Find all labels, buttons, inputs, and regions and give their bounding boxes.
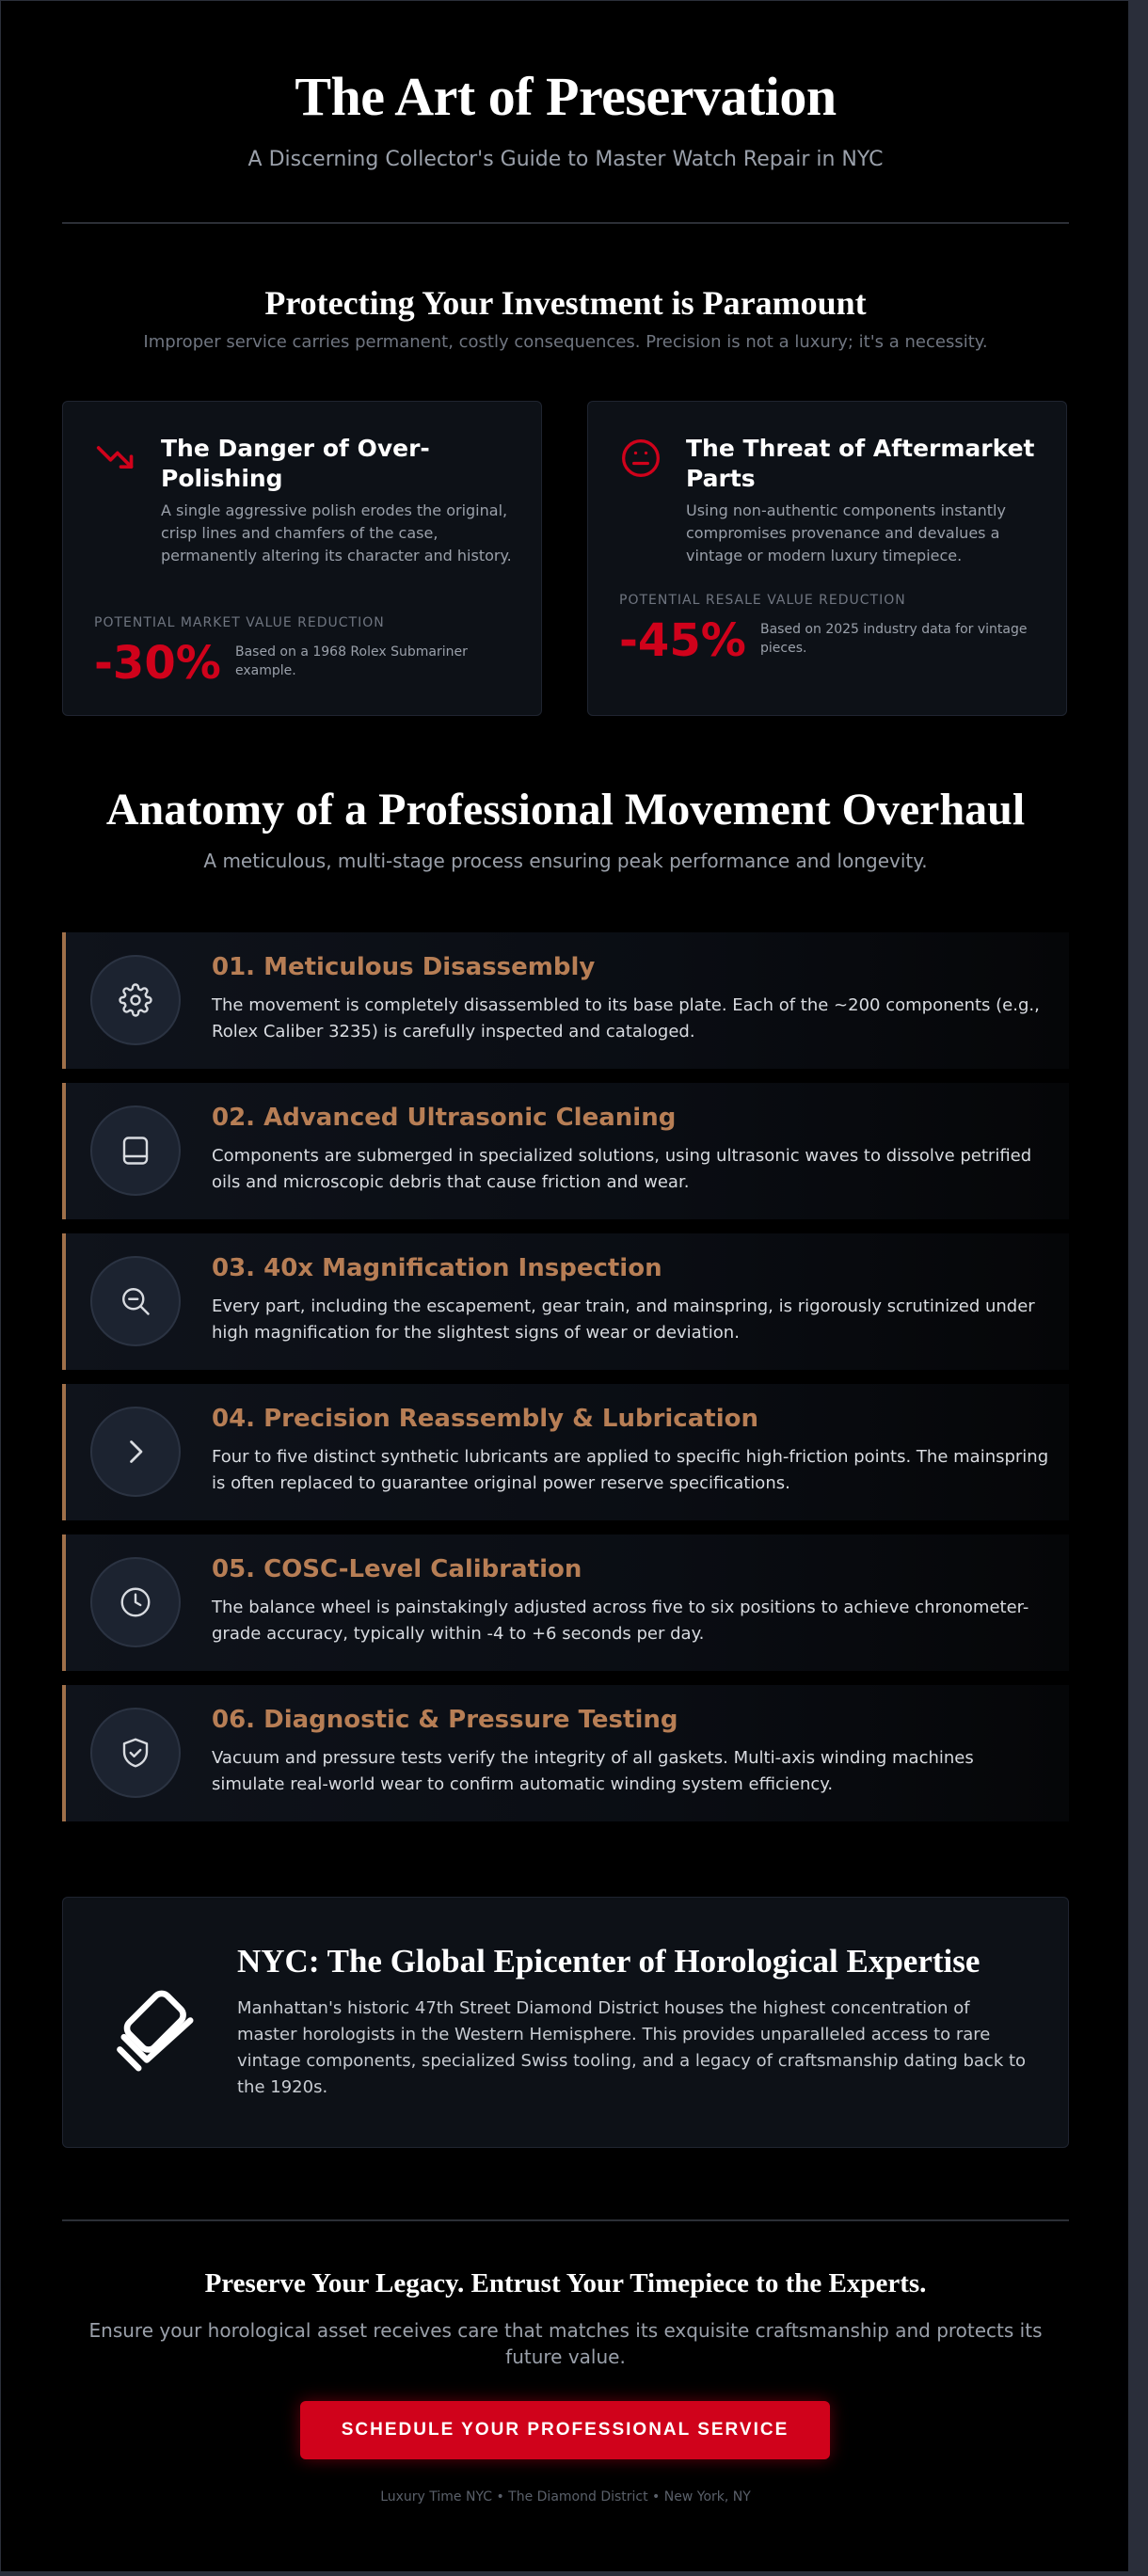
anatomy-subtitle: A meticulous, multi-stage process ensuring peak performance and longevity. (203, 850, 928, 872)
chevron-right-icon (119, 1435, 152, 1469)
schedule-service-button[interactable]: SCHEDULE YOUR PROFESSIONAL SERVICE (300, 2401, 830, 2459)
step-title: 03. 40x Magnification Inspection (212, 1254, 662, 1282)
step-title: 06. Diagnostic & Pressure Testing (212, 1706, 678, 1734)
step-text: The movement is completely disassembled to its base plate. Each of the ~200 components (e.g., Rolex Caliber 3235) is carefully inspected and cataloged. (212, 995, 1040, 1042)
nyc-title: NYC: The Global Epicenter of Horological Expertise (237, 1943, 981, 1980)
step-text: The balance wheel is painstakingly adjusted across five to six positions to achieve chronometer-grade accuracy, typically within -4 to +6 seconds per day. (212, 1598, 1029, 1644)
step-ultrasonic-cleaning (62, 1083, 1069, 1219)
divider (62, 222, 1069, 224)
card-title: The Danger of Over-Polishing (161, 435, 430, 492)
step-icon-circle (90, 1708, 181, 1798)
stat-value: -30% (94, 637, 221, 690)
over-polishing-card (62, 401, 542, 716)
investment-subtitle: Improper service carries permanent, costly consequences. Precision is not a luxury; it's a necessity. (143, 332, 988, 352)
frown-icon (620, 437, 662, 479)
page-title: The Art of Preservation (295, 66, 837, 127)
card-title: The Threat of Aftermarket Parts (686, 435, 1035, 492)
step-icon-circle (90, 1407, 181, 1497)
step-title: 05. COSC-Level Calibration (212, 1555, 582, 1583)
shield-check-icon (119, 1736, 152, 1770)
nyc-expertise-card (62, 1897, 1069, 2148)
anatomy-title: Anatomy of a Professional Movement Overhaul (105, 785, 1026, 835)
footer-text: Luxury Time NYC • The Diamond District • New York, NY (380, 2489, 751, 2504)
nyc-text: Manhattan's historic 47th Street Diamond District houses the highest concentration of master horologists in the Western Hemisphere. This provides unparalleled access to rare vintage components, specialized Swiss tooling, and a legacy of craftsmanship dating back to the 1920s. (237, 1998, 1027, 2097)
step-text: Vacuum and pressure tests verify the integrity of all gaskets. Multi-axis winding machines simulate real-world wear to confirm automatic winding system efficiency. (212, 1748, 974, 1794)
cta-title: Preserve Your Legacy. Entrust Your Timepiece to the Experts. (204, 2268, 927, 2298)
stat-label: POTENTIAL RESALE VALUE REDUCTION (619, 593, 906, 608)
step-pressure-testing (62, 1685, 1069, 1821)
gear-icon (119, 983, 152, 1017)
trend-down-icon (95, 437, 136, 479)
step-magnification (62, 1233, 1069, 1370)
step-calibration (62, 1534, 1069, 1671)
step-icon-circle (90, 955, 181, 1045)
stat-value: -45% (619, 614, 746, 667)
step-title: 01. Meticulous Disassembly (212, 953, 596, 981)
step-text: Every part, including the escapement, gear train, and mainspring, is rigorously scrutinized under high magnification for the slightest signs of wear or deviation. (212, 1296, 1035, 1343)
card-description: A single aggressive polish erodes the original, crisp lines and chamfers of the case, permanently altering its character and history. (161, 501, 512, 564)
stat-note: Based on 2025 industry data for vintage pieces. (760, 622, 1028, 656)
investment-title: Protecting Your Investment is Paramount (264, 284, 867, 322)
magnifier-icon (119, 1284, 152, 1318)
step-icon-circle (90, 1105, 181, 1196)
divider (62, 2219, 1069, 2221)
step-reassembly (62, 1384, 1069, 1520)
clock-icon (119, 1585, 152, 1619)
step-icon-circle (90, 1557, 181, 1647)
page-subtitle: A Discerning Collector's Guide to Master Watch Repair in NYC (247, 148, 884, 171)
step-title: 04. Precision Reassembly & Lubrication (212, 1405, 758, 1433)
diamond-icon (105, 1973, 209, 2076)
cta-subtitle: Ensure your horological asset receives care that matches its exquisite craftsmanship and protects its future value. (88, 2319, 1043, 2368)
step-icon-circle (90, 1256, 181, 1346)
tablet-icon (119, 1134, 152, 1168)
step-disassembly (62, 932, 1069, 1069)
card-description: Using non-authentic components instantly compromises provenance and devalues a vintage or modern luxury timepiece. (686, 501, 1006, 564)
aftermarket-parts-card (587, 401, 1067, 716)
step-title: 02. Advanced Ultrasonic Cleaning (212, 1104, 677, 1132)
stat-note: Based on a 1968 Rolex Submariner example. (235, 644, 468, 678)
step-text: Four to five distinct synthetic lubricants are applied to specific high-friction points. The mainspring is often replaced to guarantee original power reserve specifications. (212, 1447, 1049, 1493)
step-text: Components are submerged in specialized solutions, using ultrasonic waves to dissolve petrified oils and microscopic debris that cause friction and wear. (212, 1146, 1032, 1192)
stat-label: POTENTIAL MARKET VALUE REDUCTION (94, 615, 385, 630)
